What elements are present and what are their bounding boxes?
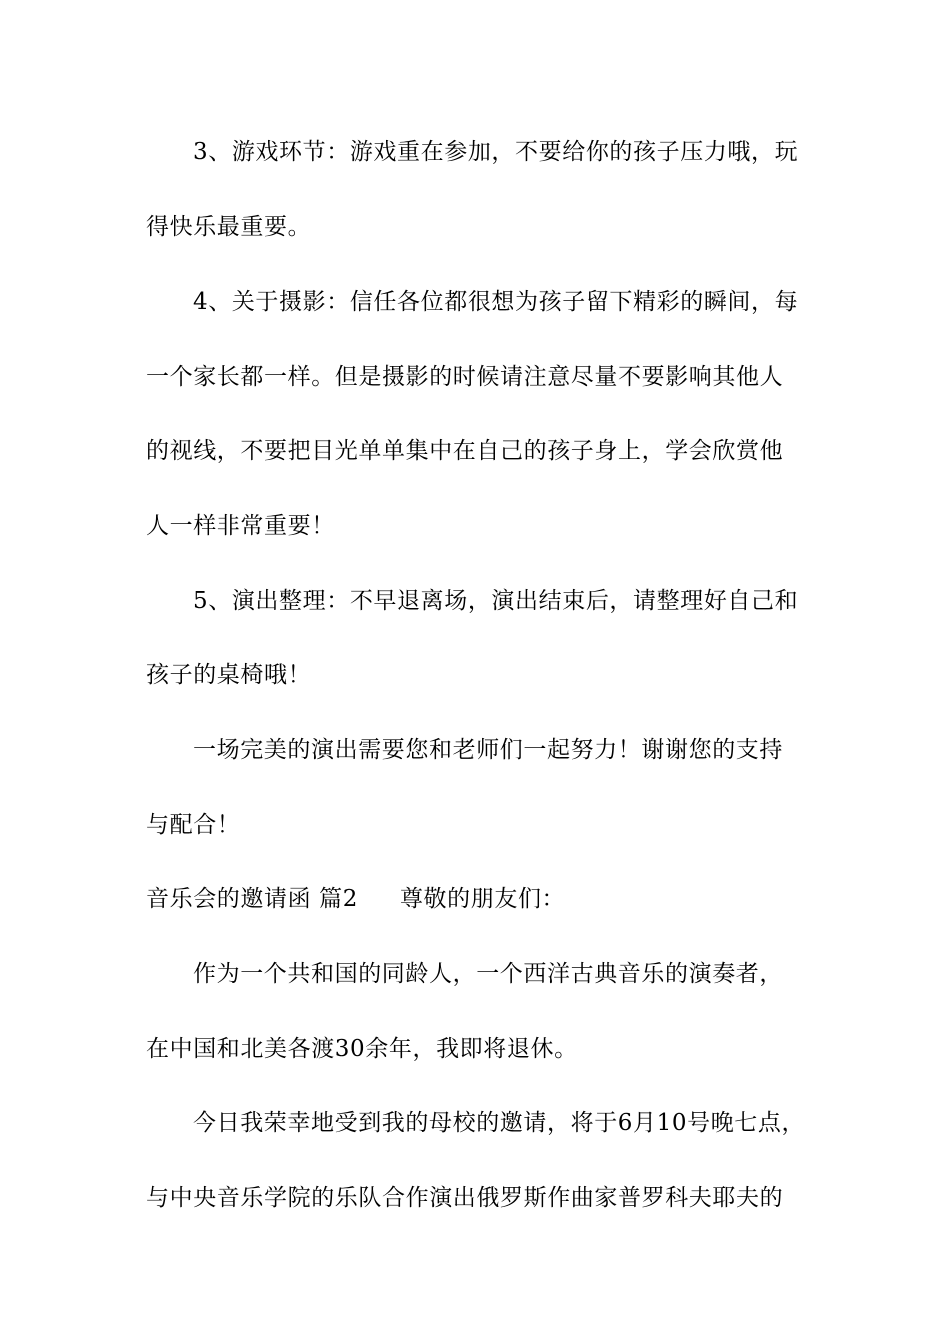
paragraph-line: 得快乐最重要。 (146, 214, 312, 240)
paragraph-line: 一场完美的演出需要您和老师们一起努力！谢谢您的支持 (193, 737, 783, 763)
paragraph-line: 的视线，不要把目光单单集中在自己的孩子身上，学会欣赏他 (146, 438, 784, 464)
paragraph-line: 孩子的桌椅哦！ (146, 662, 312, 688)
paragraph-line: 与配合！ (146, 812, 241, 838)
paragraph-line: 今日我荣幸地受到我的母校的邀请，将于6月10号晚七点， (193, 1110, 806, 1136)
paragraph-line: 在中国和北美各渡30余年，我即将退休。 (146, 1036, 578, 1062)
section-heading (146, 884, 836, 914)
paragraph-line: 与中央音乐学院的乐队合作演出俄罗斯作曲家普罗科夫耶夫的 (146, 1185, 784, 1211)
paragraph-line: 一个家长都一样。但是摄影的时候请注意尽量不要影响其他人 (146, 364, 784, 390)
salutation: 尊敬的朋友们： (399, 886, 566, 912)
section-title: 音乐会的邀请函 篇2 (146, 886, 358, 912)
paragraph-line: 作为一个共和国的同龄人，一个西洋古典音乐的演奏者， (193, 961, 783, 987)
paragraph-line: 5、演出整理：不早退离场，演出结束后，请整理好自己和 (193, 588, 799, 614)
paragraph-line: 4、关于摄影：信任各位都很想为孩子留下精彩的瞬间，每 (193, 289, 799, 315)
paragraph-line: 人一样非常重要！ (146, 513, 335, 539)
paragraph-line: 3、游戏环节：游戏重在参加，不要给你的孩子压力哦，玩 (193, 139, 799, 165)
